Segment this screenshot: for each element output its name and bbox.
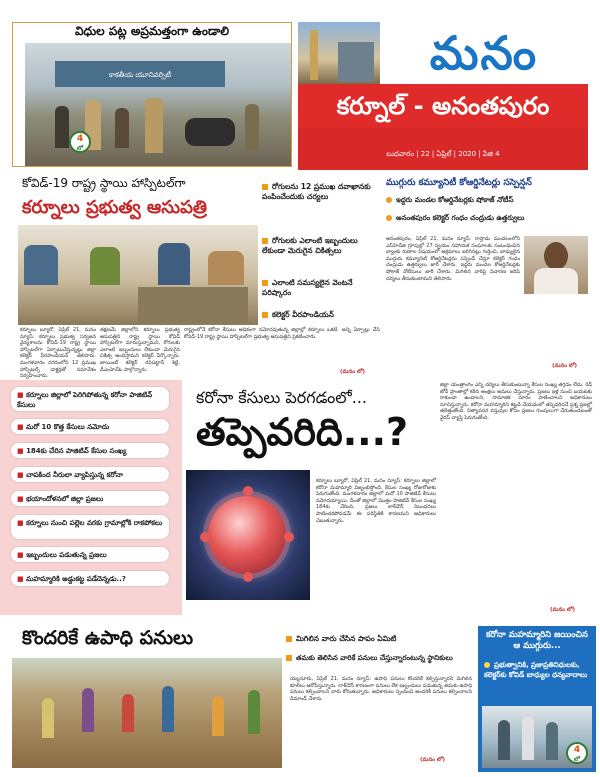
story2-headline: ముగ్గురు కమ్యూనిటీ కోఆర్డినేటర్లు సస్పెన్షన్ <box>386 178 532 188</box>
story4-bullet-2: తమకు తెలిసిన వారికే పనులు చేస్తున్నారంటున్న స్థానికులు <box>286 654 476 664</box>
story3-body-right: జిల్లా యంత్రాంగం ఎన్ని చర్యలు తీసుకుంటున్నా కేసుల సంఖ్య తగ్గడం లేదు. రెడ్ జోన్ ప్రాంతాల్లో కఠిన ఆంక్షలు అమలు చేస్తున్నారు. ప్రజలు ఇళ్ల నుంచి బయటకు రాకుండా ఉండాలని, సామాజిక దూరం పాటించాలని అధికారులు సూచిస్తున్నారు. కరోనా మహమ్మారిని కట్టడి చేయడంలో తప్పెవరిదనే ప్రశ్న ప్రజల్లో తలెత్తుతోంది. నిత్యావసర వస్తువుల కోసం ప్రజలు గుంపులుగా చేరుతుండటంతో వైరస్ వ్యాప్తి పెరుగుతోంది. <box>440 382 592 421</box>
corner-box <box>478 626 596 772</box>
story4-body: యల్లనూరు, ఏప్రిల్ 21, మనం న్యూస్: ఉపాధి పనులు కొందరికే కల్పిస్తున్నారని మిగిలిన కూలీలు ఆరోపిస్తున్నారు. లాక్‌డౌన్ కారణంగా పనులు లేక ఇబ్బందులు పడుతున్న తమకు ఉపాధి పనులు కల్పించాలని వారు కోరుతున్నారు. అధికారులు స్పందించి అందరికీ పనులు కల్పించాలని డిమాండ్ చేశారు. <box>290 676 472 702</box>
story2-body: అనంతపురం, ఏప్రిల్ 21, మనం న్యూస్: రాప్తాడు మండలంలోని ఎస్‌హెచ్‌జి గ్రూపుల్లో 27 స్వయం సహాయక సంఘాలకు సంబంధించిన బ్యాంకు రుణాల విషయంలో అక్రమాలు జరిగినట్లు గుర్తించి, బాధ్యులైన ముగ్గురు కమ్యూనిటీ కోఆర్డినేటర్లను సస్పెండ్ చేస్తూ కలెక్టర్ గంధం చంద్రుడు ఉత్తర్వులు జారీ చేశారు. ఇద్దరు మండల కోఆర్డినేటర్లకు షోకాజ్ నోటీసులు జారీ చేశారు. మిగిలిన వారిపై విచారణ జరిపి చర్యలు తీసుకుంటామని తెలిపారు. <box>386 236 520 282</box>
story1-bullet-1: రోగులను 12 ప్రముఖ దవాఖానకు పంపించేందుకు చర్యలు <box>262 182 371 201</box>
story4-bullet-1: మిగిలిన వారు చేసిన పాపం ఏమిటి <box>286 634 476 645</box>
page-badge-corner: 4 లో <box>566 742 588 764</box>
story3-bullet-8: ■ మహమ్మారికి అడ్డుకట్ట పడేదెన్నడు..? <box>10 570 170 587</box>
university-gate: కాకతీయ యూనివర్సిటీ <box>55 61 225 87</box>
masthead <box>298 22 588 172</box>
story2-credit: (మనం లో) <box>552 363 578 369</box>
police-checkpoint-photo <box>25 43 291 166</box>
story1-credit: (మనం లో) <box>340 369 366 375</box>
story1-kicker: కోవిడ్-19 రాష్ట్ర స్థాయి హాస్పిటల్‌గా <box>22 176 186 190</box>
top-photo-panel <box>12 22 292 167</box>
collector-portrait <box>524 236 588 294</box>
page-badge-top: 4 లో <box>69 131 91 153</box>
story1-bullet-3: ఎలాంటి సమస్యలైన వెంటనే పరిష్కారం <box>262 278 353 297</box>
story3-credit: (మనం లో) <box>550 607 576 613</box>
dateline <box>298 128 588 170</box>
story3-bullet-2: ■ మరో 10 కొత్త కేసులు నమోదు <box>10 418 170 435</box>
dateline-text: బుధవారం | 22 | ఏప్రిల్ | 2020 | పేజి 4 <box>386 150 500 158</box>
story3-body-mid: కర్నూలు బ్యూరో, ఏప్రిల్ 21, మనం న్యూస్: కర్నూలు జిల్లాలో కరోనా మహమ్మారి విజృంభిస్తోంది. కేసుల సంఖ్య రోజురోజుకు పెరుగుతోంది. మంగళవారం జిల్లాలో మరో 10 పాజిటివ్ కేసులు నమోదయ్యాయి. దీంతో జిల్లాలో మొత్తం పాజిటివ్ కేసుల సంఖ్య 184కు చేరింది. ప్రజలు లాక్‌డౌన్ నిబంధనలు పాటించకపోవడమే ఈ పరిస్థితికి కారణమని అధికారులు చెబుతున్నారు. <box>316 478 436 524</box>
story3-bullet-4: ■ చాపకింద నీరులా వ్యాపిస్తున్న కరోనా <box>10 466 170 483</box>
story3-bullet-1: ■ కర్నూలు జిల్లాలో పెరిగిపోతున్న కరోనా పాజిటివ్ కేసులు <box>10 386 170 412</box>
virus-illustration <box>186 470 310 600</box>
corner-title: కరోనా మహమ్మారిని జయించిన ఆ ముగ్గురు... <box>485 630 588 651</box>
workers-field-photo <box>12 658 282 768</box>
story4-credit: (మనం లో) <box>420 757 446 763</box>
story3-bullet-6: ■ కర్నూలు నుంచి పల్లెల వరకు గ్రామాల్లోకి రాకపోకలు <box>10 514 170 540</box>
story2 <box>382 176 596 372</box>
story3-kicker: కరోనా కేసులు పెరగడంలో... <box>196 388 367 407</box>
story1-bullet-2: రోగులకు ఎలాంటి ఇబ్బందులు లేకుండా మెరుగైన చికిత్సలు <box>262 236 358 255</box>
region-banner: కర్నూల్ - అనంతపురం <box>298 84 588 128</box>
story1-bullet-4: కలెక్టర్ వీరపాండియన్ <box>262 310 380 320</box>
logo: మనం <box>429 26 539 80</box>
story4-headline: కొందరికే ఉపాధి పనులు <box>22 627 194 649</box>
story3-bullet-3: ■ 184కు చేరిన పాజిటివ్ కేసుల సంఖ్య <box>10 442 170 459</box>
story1-body-col2: తక్షణమే జిల్లాలోని కర్నూలు ప్రభుత్వ ఆసుపత్రిని రాష్ట్ర స్థాయి కోవిడ్ హాస్పిటల్‌గా మారుస్తున్నామని, రోగులకు ఎలాంటి ఇబ్బందులు లేకుండా మెరుగైన చికిత్స అందిస్తామని కలెక్టర్ పేర్కొన్నారు. జాయింట్ కలెక్టర్ రవిపట్టాన్ శెట్టి, డీఎంహెచ్‌ఓ పాల్గొన్నారు. <box>100 327 180 373</box>
story1-body-col1: కర్నూలు బ్యూరో, ఏప్రిల్ 21, మనం న్యూస్: కర్నూలు ప్రభుత్వ సర్వజన వైద్యశాలను కోవిడ్-19 రాష్ట్ర స్థాయి హాస్పిటల్‌గా ఏర్పాటుచేస్తున్నట్లు జిల్లా కలెక్టర్ వీరపాండియన్ తెలిపారు. మంగళవారం నగరంలోని 12 ప్రముఖ హాస్పిటల్స్ డాక్టర్లతో సమావేశం నిర్వహించారు. <box>20 327 96 380</box>
story2-bullet-1: ఇద్దరు మండల కోఆర్డినేటర్లకు షోకాజ్ నోటీస్ <box>386 196 592 206</box>
story1-body-col3: రాష్ట్రంలోనే కరోనా కేసులు అధికంగా నమోదవుతున్న జిల్లాల్లో కర్నూలు ఒకటి. అన్ని ఏర్పాట్లు చేసి కోవిడ్-19 రాష్ట్ర స్థాయి హాస్పిటల్‌గా ప్రభుత్వ ఆసుపత్రిని ప్రకటించారు. <box>184 327 380 340</box>
story3-bullet-7: ■ ఇబ్బందులు పడుతున్న ప్రజలు <box>10 546 170 563</box>
city-landmark-photo <box>298 22 380 84</box>
story1-meeting-photo <box>18 225 258 325</box>
top-photo-headline: విధుల పట్ల అప్రమత్తంగా ఉండాలి <box>75 24 229 38</box>
story3-bullet-5: ■ భయాందోళనలో జిల్లా ప్రజలు <box>10 490 170 507</box>
story2-bullet-2: అనంతపురం కలెక్టర్ గంధం చంద్రుడు ఉత్తర్వులు <box>386 214 592 224</box>
corner-bullet: ప్రభుత్వానికి, ప్రజాప్రతినిధులకు, కలెక్టర్‌కు కోవిడ్ బాధ్యుల ధన్యవాదాలు <box>484 661 588 679</box>
story1-headline: కర్నూలు ప్రభుత్వ ఆసుపత్రి <box>22 197 207 218</box>
story3-headline: తప్పెవరిది...? <box>196 410 409 454</box>
